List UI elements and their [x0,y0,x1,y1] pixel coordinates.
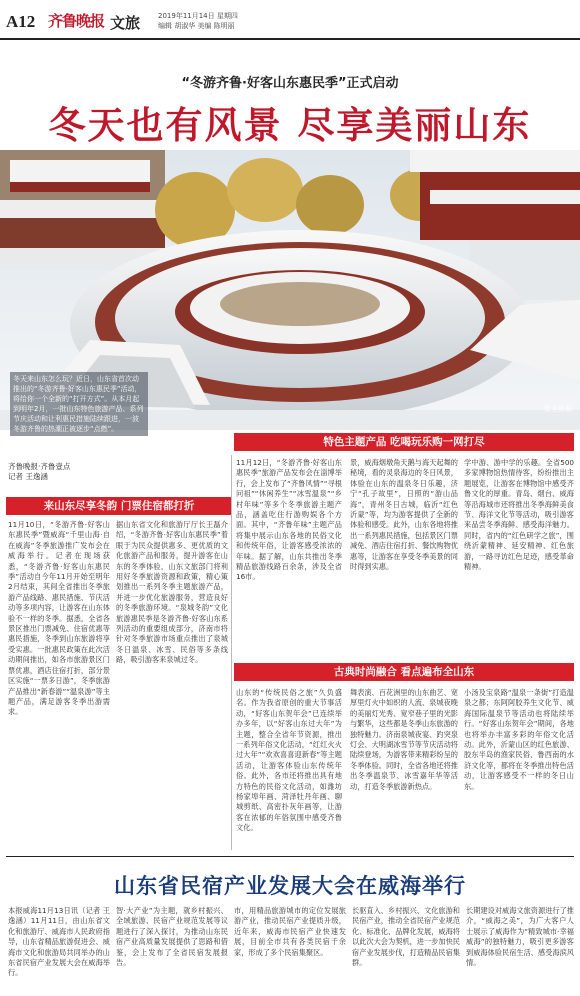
masthead-meta [158,11,238,31]
photo-caption: 冬天来山东怎么玩？近日，山东省首次动推出的“冬游齐鲁·好客山东惠民季”活动，将给你一个全新的“打开方式”。从本月起到明年2月，一批山东特色旅游产品、系列节庆活动和让利惠民措施陆续跟进，一波冬游齐鲁的热潮正被逐步“点燃”。 [10,372,148,436]
byline-text: 齐鲁晚报·齐鲁壹点 记者 王逸涵 [8,462,71,481]
article-column: 据山东省文化和旅游厅厅长王磊介绍，“冬游齐鲁·好客山东惠民季”着眼于为民众提供惠多、更优质的文化旅游产品和服务，提升游客在山东的冬季体验，山东文旅部门将利用好冬季旅游资源和政策，精心策划推出一系列冬季主题旅游产品，并进一步优化旅游服务，营造良好的冬季旅游环境。“泉城冬韵”文化旅游惠民季是冬游齐鲁·好客山东系列活动的重要组成部分，济南市将针对冬季旅游市场重点推出了泉城冬日温泉、冰雪、民俗等多条线路，吸引游客来泉城过冬。 [116,520,228,665]
article-column: 学中游、游中学的乐趣。全省500多家博物馆热情待客，纷纷推出主题展览，让游客在博物馆中感受齐鲁文化的厚重。青岛、烟台、威海等沿海城市还将推出冬季海鲜美食节、海洋文化节等活动，吸引游客来品尝冬季海鲜、感受海洋魅力。同时，省内的“红色研学之旅”，围绕沂蒙精神、延安精神、红色旅游，一路寻访红色足迹，感受革命精神。 [464,458,574,572]
article-column: 本报威海11月13日讯（记者 王逸涵）11月11日，由山东省文化和旅游厅、威海市人民政府指导，山东省精品旅游促进会、威海市文化和旅游局共同举办的山东省民宿产业发展大会在威海举行。 [8,906,110,978]
column-divider [231,455,232,850]
editor-credits: 编辑 胡淑华 美编 陈明丽 [158,22,235,30]
article-column: 山东的“传统民俗之旅”久负盛名。作为我省原创的重大节事活动，“好客山东贺年会”已连续举办多年，以“好客山东过大年”为主题，整合全省年节资源，推出一系列年俗文化活动，“红红火火过大年”“欢欢喜喜迎新春”等主题活动，让游客体验山东传统年俗。此外，各市还将推出具有地方特色的民俗文化活动，如潍坊杨家埠年画、菏泽牡丹年画、聊城剪纸、高密扑灰年画等，让游客在浓郁的年俗氛围中感受齐鲁文化。 [236,688,342,833]
article-column: 景，威海烟墩角天鹅与海天起舞的秘境，看的灵泉海边的冬日风景，体验在山东的温泉冬日乐趣，济宁“孔子故里”，日照的“游山品海”，青州冬日古城，临沂“红色沂蒙”等，均为游客提供了全新的体验和感受。此外，山东各地将推出一系列惠民措施，包括景区门票减免、酒店住宿打折、餐饮购物优惠等，让游客在享受冬季美景的同时得到实惠。 [350,458,458,572]
article-column: 长期建设对威海文旅资源进行了推介，“威海之美”，为广大客户人士展示了威海作为“精致城市·幸福威海”的独特魅力，吸引更多游客到威海体验民宿生活、感受海滨风情。 [466,906,574,968]
article-divider [6,856,574,857]
newspaper-logo: 齐鲁晚报 [48,12,105,30]
lead-kicker: “冬游齐鲁·好客山东惠民季”正式启动 [181,76,399,91]
photo-credit: 智圣函瓶 [544,405,572,413]
section-title-discounts: 来山东尽享冬韵 门票住宿都打折 [6,497,232,515]
section-title-products: 特色主题产品 吃喝玩乐购一网打尽 [234,433,574,451]
byline [8,462,70,482]
article-column: 小汤及宝泉路“温泉一条街”打造温泉之都；东阿阿胶养生文化节、威海国际温泉节等活动也将陆续举行。“好客山东贺年会”期间，各地也将举办丰富多彩的年俗文化活动。此外，沂蒙山区的红色旅游、胶东半岛的渔家民俗、鲁西南的水浒文化等，都将在冬季推出特色活动，让游客感受不一样的冬日山东。 [464,688,574,791]
lead-headline: 冬天也有风景 尽享美丽山东 [48,103,532,147]
article-column: 长驱直入、乡村振兴、文化旅游和民宿产业，推动全省民宿产业规范化、标准化、品牌化发展，威海将以此次大会为契机，进一步加快民宿产业发展步伐，打造精品民宿集群。 [352,906,460,968]
masthead [0,0,580,40]
page-number: A12 [6,12,36,31]
section-name: 文旅 [110,14,141,32]
article-column: 舞表演、百花洲里的山东曲艺、宽厚里灯火中如织的人流、泉城夜晚的美丽灯光秀、宽窄巷子里的光影与繁华，这些都是冬季山东旅游的独特魅力。济南泉城夜宴、趵突泉灯会、大明湖冰雪节等节庆活动将陆续登场，为游客带来精彩纷呈的冬季体验。同时，全省各地还将推出冬季温泉节、冰雪嘉年华等活动，打造冬季旅游新热点。 [350,688,458,791]
issue-date: 2019年11月14日 星期四 [158,12,238,20]
article-column: 市，用精品旅游城市的定位发展旅游产业，推动民宿产业提质升级，近年来，威海市民宿产业快速发展，目前全市共有各类民宿千余家，形成了多个民宿集聚区。 [234,906,346,957]
second-headline: 山东省民宿产业发展大会在威海举行 [114,873,466,898]
article-column: 11月12日，“冬游齐鲁·好客山东惠民季”旅游产品发布会在淄博举行，会上发布了“齐鲁风情”“寻根问祖”“休闲养生”“冰雪温泉”“乡村年味”等多个冬季旅游主题产品，涵盖吃住行游购娱各个方面。其中，“齐鲁年味”主题产品将集中展示山东各地的民俗文化和传统年俗，让游客感受浓浓的年味。据了解，山东共推出冬季精品旅游线路百余条，涉及全省16市。 [236,458,342,582]
article-column: 智·大产业”为主题，就乡村振兴、全域旅游、民宿产业规范发展等议题进行了深入探讨，为推动山东民宿产业高质量发展提供了思路和借鉴，会上发布了全省民宿发展报告。 [116,906,228,968]
article-column: 11月10日，“冬游齐鲁·好客山东惠民季”暨威海“千里山海·自在威海”冬季旅游推广发布会在威海举行。记者在现场获悉，“冬游齐鲁·好客山东惠民季”活动自今年11月开始至明年2月结束，其间全省推出冬季旅游产品线路、惠民措施、节庆活动等多项内容，让游客在山东体验不一样的冬季。据悉，全省各景区推出门票减免、住宿优惠等惠民措施，冬季到山东旅游将享受实惠。一批惠民政策在此次活动期间推出，如各市旅游景区门票优惠，酒店住宿打折，部分景区实施“一票多日游”，冬季旅游产品推出“新春游”“温泉游”等主题产品，满足游客冬季出游需求。 [8,520,110,717]
section-title-highlights: 古典时尚融合 看点遍布全山东 [234,663,574,681]
